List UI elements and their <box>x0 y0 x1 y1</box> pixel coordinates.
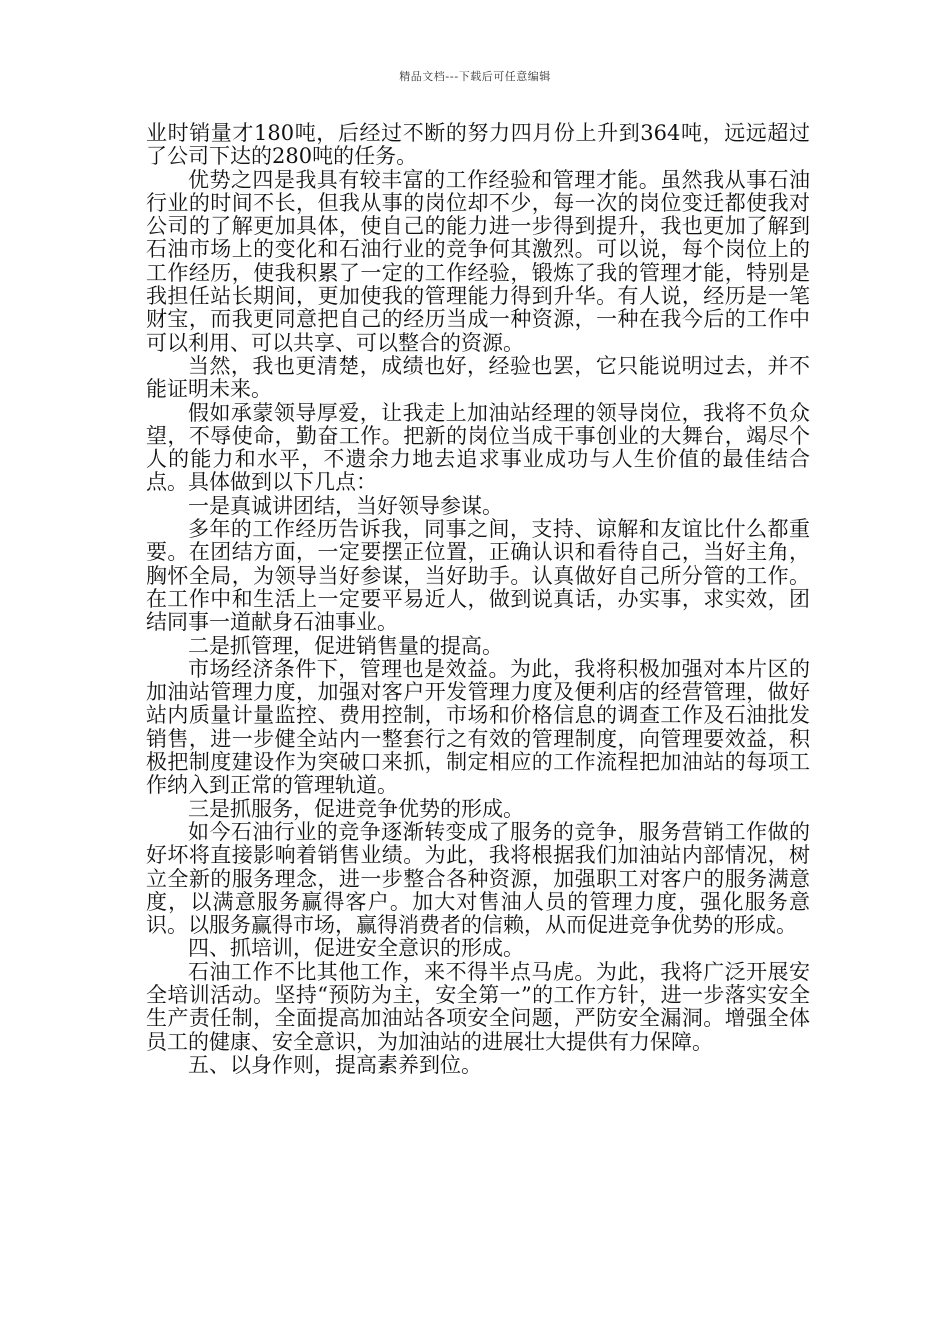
paragraph: 石油工作不比其他工作，来不得半点马虎。为此，我将广泛开展安全培训活动。坚持“预防为主，安全第一”的工作方针，进一步落实安全生产责任制，全面提高加油站各项安全问题，严防安全漏洞。增强全体员工的健康、安全意识，为加油站的进展壮大提供有力保障。 <box>146 959 810 1054</box>
document-body <box>146 122 810 1077</box>
section-heading: 三是抓服务，促进竞争优势的形成。 <box>188 796 524 821</box>
section-heading: 五、以身作则，提高素养到位。 <box>188 1052 482 1077</box>
paragraph: 市场经济条件下，管理也是效益。为此，我将积极加强对本片区的加油站管理力度，加强对客户开发管理力度及便利店的经营管理，做好站内质量计量监控、费用控制，市场和价格信息的调查工作及石油批发销售，进一步健全站内一整套行之有效的管理制度，向管理要效益，积极把制度建设作为突破口来抓，制定相应的工作流程把加油站的每项工作纳入到正常的管理轨道。 <box>146 656 810 798</box>
paragraph: 优势之四是我具有较丰富的工作经验和管理才能。虽然我从事石油行业的时间不长，但我从事的岗位却不少，每一次的岗位变迁都使我对公司的了解更加具体，使自己的能力进一步得到提升，我也更加了解到石油市场上的变化和石油行业的竞争何其激烈。可以说，每个岗位上的工作经历，使我积累了一定的工作经验，锻炼了我的管理才能，特别是我担任站长期间，更加使我的管理能力得到升华。有人说，经历是一笔财宝，而我更同意把自己的经历当成一种资源，一种在我今后的工作中可以利用、可以共享、可以整合的资源。 <box>146 167 810 355</box>
paragraph: 如今石油行业的竞争逐渐转变成了服务的竞争，服务营销工作做的好坏将直接影响着销售业绩。为此，我将根据我们加油站内部情况，树立全新的服务理念，进一步整合各种资源，加强职工对客户的服务满意度，以满意服务赢得客户。加大对售油人员的管理力度，强化服务意识。以服务赢得市场，赢得消费者的信赖，从而促进竞争优势的形成。 <box>146 819 810 938</box>
section-heading: 四、抓培训，促进安全意识的形成。 <box>188 936 524 961</box>
page-header: 精品文档---下载后可任意编辑 <box>399 70 551 83</box>
paragraph: 多年的工作经历告诉我，同事之间，支持、谅解和友谊比什么都重要。在团结方面，一定要摆正位置，正确认识和看待自己，当好主角，胸怀全局，为领导当好参谋，当好助手。认真做好自己所分管的工作。在工作中和生活上一定要平易近人，做到说真话，办实事，求实效，团结同事一道献身石油事业。 <box>146 517 810 635</box>
paragraph: 假如承蒙领导厚爱，让我走上加油站经理的领导岗位，我将不负众望，不辱使命，勤奋工作。把新的岗位当成干事创业的大舞台，竭尽个人的能力和水平，不遗余力地去追求事业成功与人生价值的最佳结合点。具体做到以下几点： <box>146 400 810 495</box>
paragraph: 业时销量才180吨，后经过不断的努力四月份上升到364吨，远远超过了公司下达的280吨的任务。 <box>146 121 810 169</box>
section-heading: 一是真诚讲团结，当好领导参谋。 <box>188 493 503 518</box>
section-heading: 二是抓管理，促进销售量的提高。 <box>188 633 503 658</box>
paragraph: 当然，我也更清楚，成绩也好，经验也罢，它只能说明过去，并不能证明未来。 <box>146 353 810 402</box>
